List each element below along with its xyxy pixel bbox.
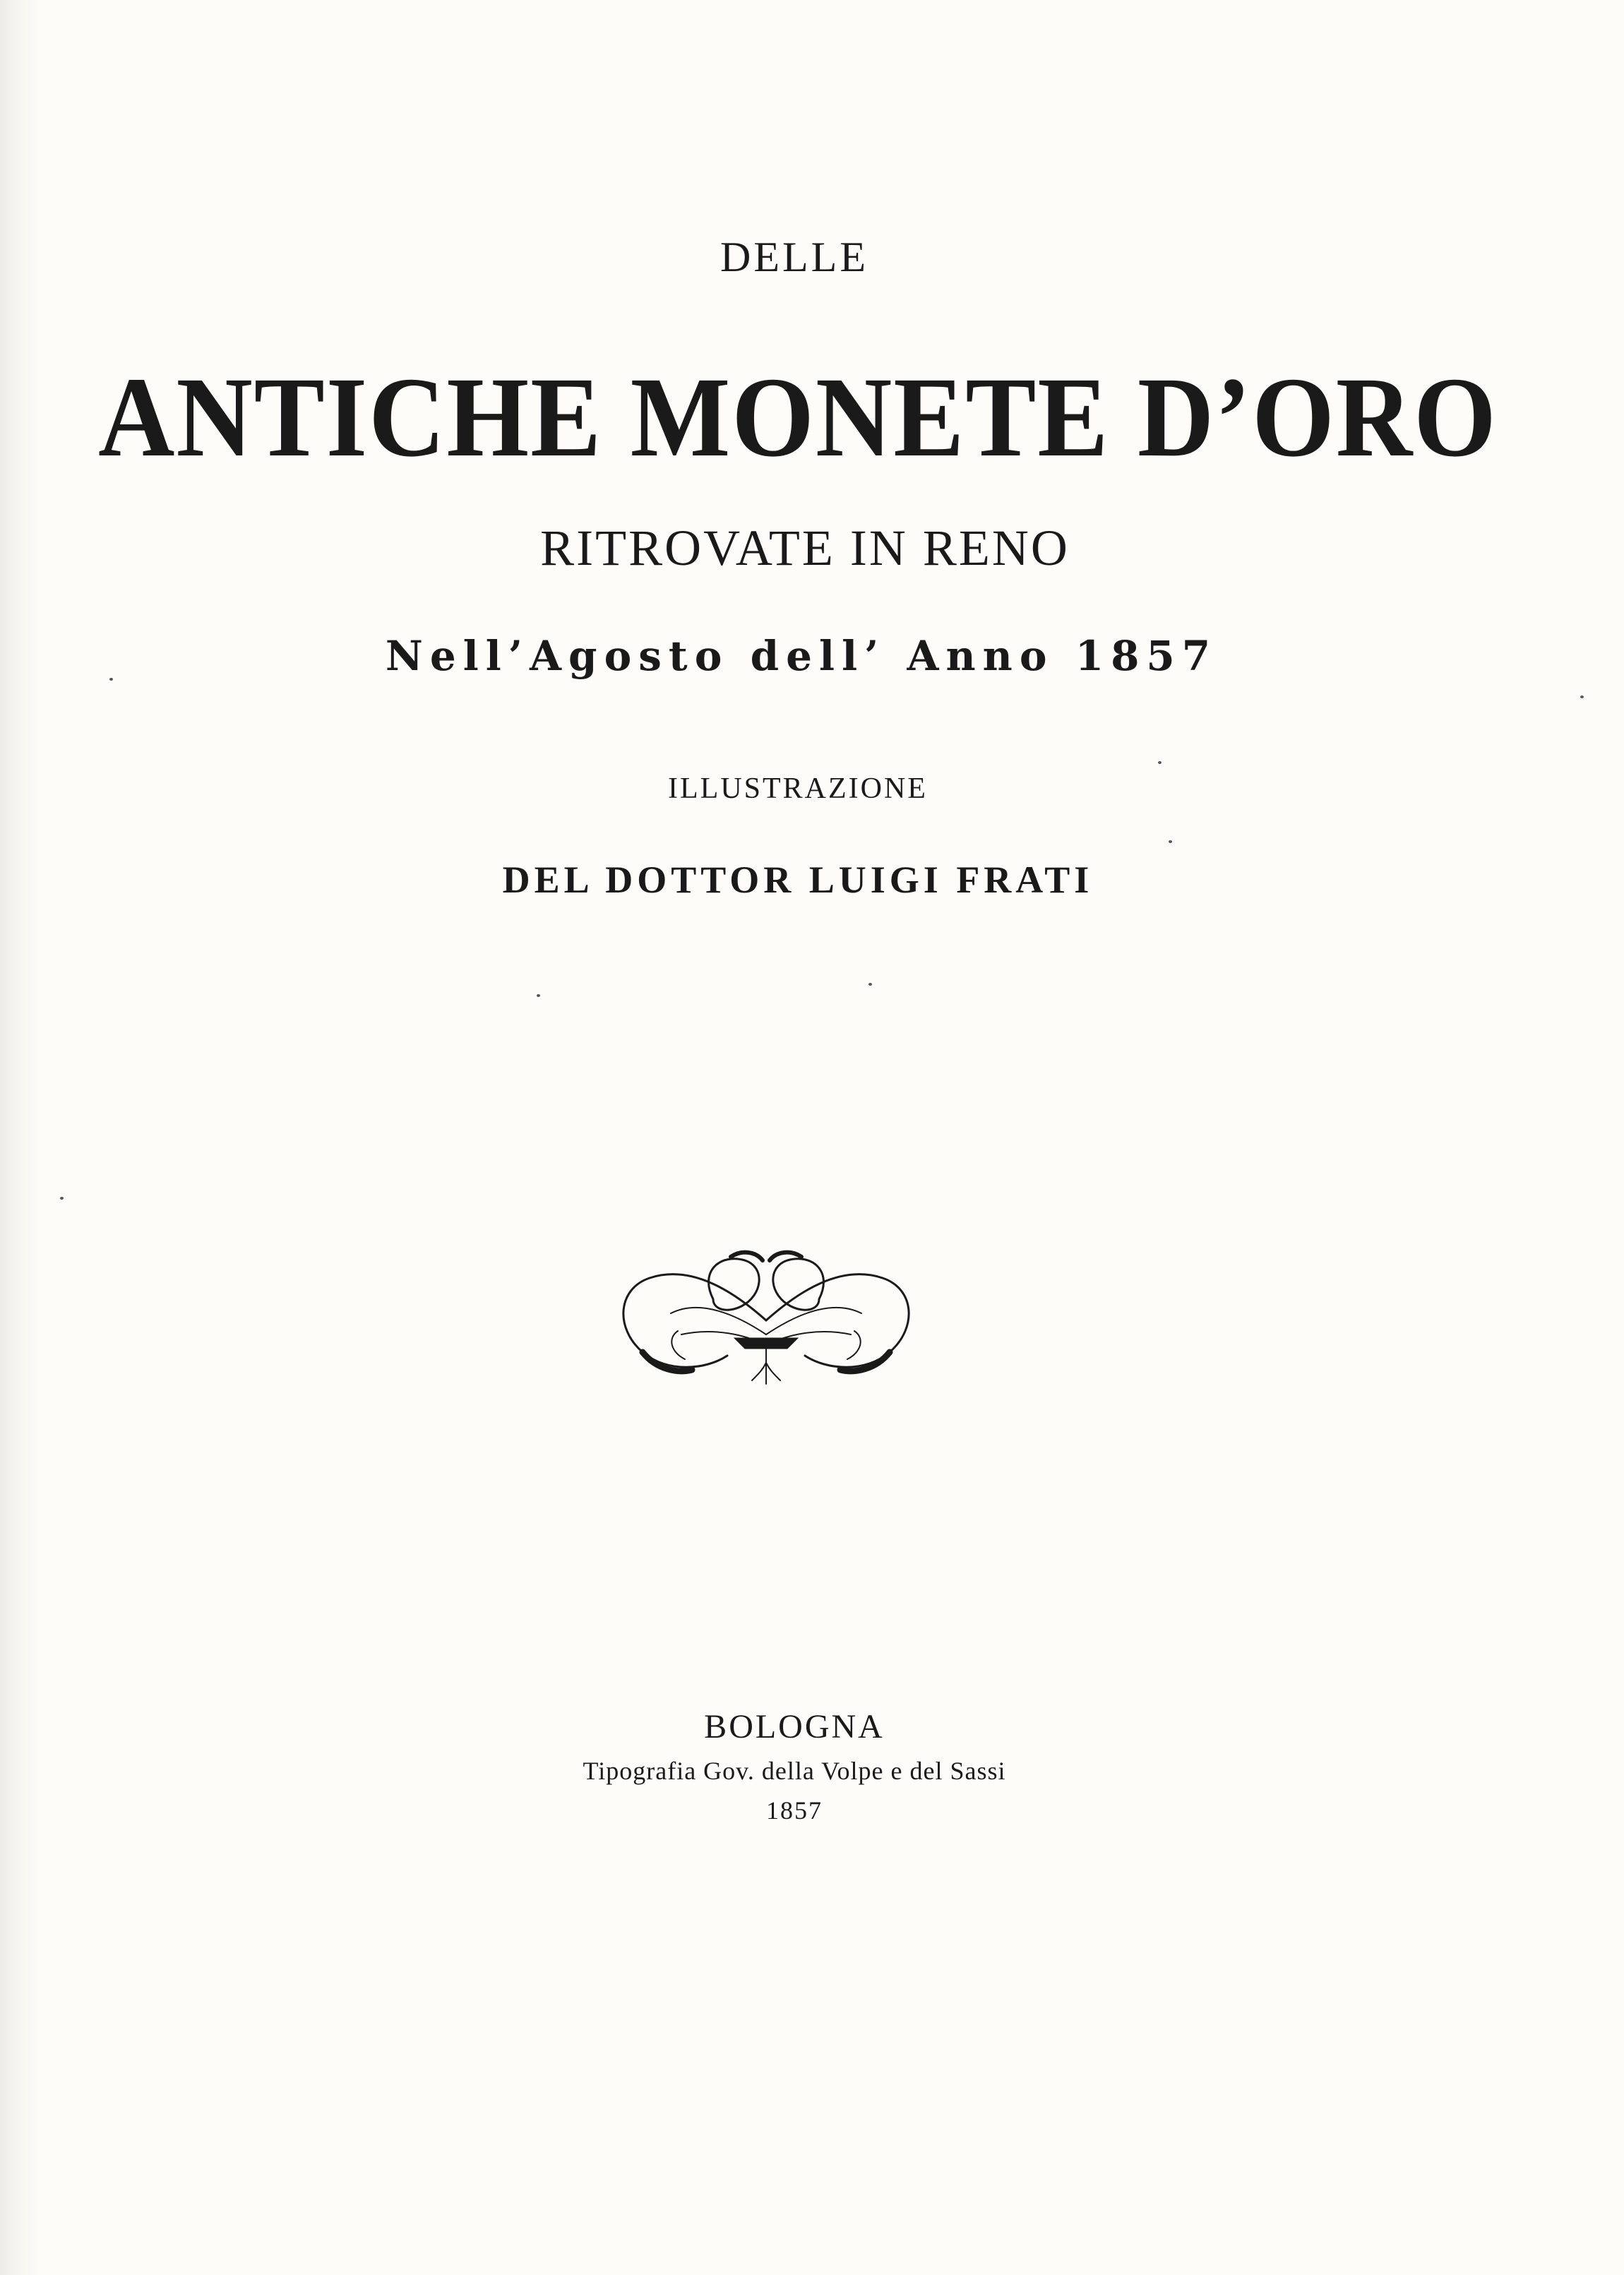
paper-speck xyxy=(109,678,113,681)
main-title: ANTICHE MONETE D’ORO xyxy=(98,354,1498,481)
imprint-city: BOLOGNA xyxy=(704,1708,885,1745)
author-line: DEL DOTTOR LUIGI FRATI xyxy=(502,859,1094,901)
illustrazione-label: ILLUSTRAZIONE xyxy=(668,772,928,805)
paper-speck xyxy=(1158,761,1162,764)
paper-speck xyxy=(868,983,872,986)
calligraphic-flourish-icon xyxy=(607,1229,925,1391)
subtitle-ritrovate: RITROVATE IN RENO xyxy=(540,520,1070,576)
subtitle-date: Nell’Agosto dell’ Anno 1857 xyxy=(385,632,1218,680)
imprint-year: 1857 xyxy=(766,1796,823,1825)
title-delle: DELLE xyxy=(720,234,868,280)
paper-speck xyxy=(1580,695,1584,698)
imprint-printer: Tipografia Gov. della Volpe e del Sassi xyxy=(583,1757,1006,1785)
paper-speck xyxy=(537,994,540,997)
paper-speck xyxy=(60,1197,64,1200)
paper-speck xyxy=(1169,840,1172,843)
page-edge-shadow xyxy=(0,0,42,2275)
